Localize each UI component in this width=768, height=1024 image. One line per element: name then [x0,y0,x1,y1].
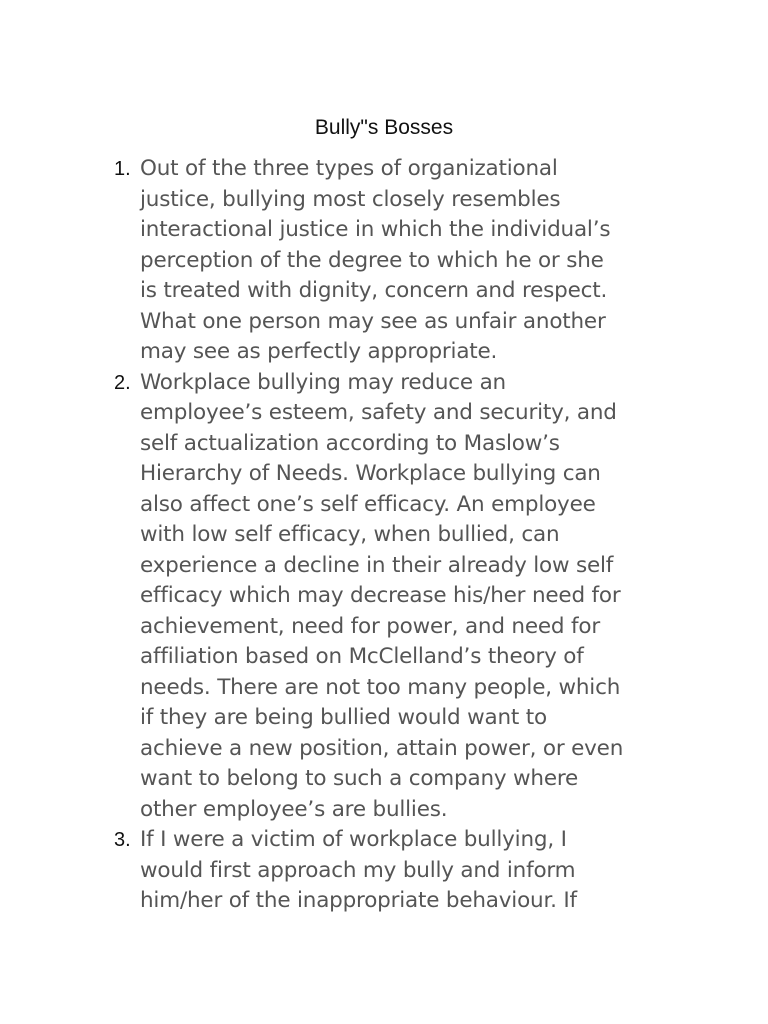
text-line: is treated with dignity, concern and respect. [140,278,608,303]
text-line: achieve a new position, attain power, or even [140,735,624,761]
text-line: may see as perfectly appropriate. [140,339,498,364]
text-line: employee’s esteem, safety and security, and [140,400,617,425]
list-item-number: 3. [114,829,131,851]
text-line: him/her of the inappropriate behaviour. If [140,888,577,913]
text-line: needs. There are not too many people, which [140,674,621,700]
text-line: If I were a victim of workplace bullying, I [140,827,567,852]
text-line: other employee’s are bullies. [140,796,448,822]
list-item-number: 2. [114,371,131,394]
numbered-list [114,154,674,917]
text-line: achievement, need for power, and need for [140,613,600,639]
text-line: affiliation based on McClelland’s theory of [140,644,584,669]
list-item [114,825,674,917]
text-line: Hierarchy of Needs. Workplace bullying can [140,461,601,486]
text-line: would first approach my bully and inform [140,857,576,883]
text-line: Workplace bullying may reduce an [140,369,506,395]
text-line: efficacy which may decrease his/her need for [140,583,621,608]
text-line: interactional justice in which the individual’s [140,217,611,242]
text-line: want to belong to such a company where [140,766,579,791]
text-line: What one person may see as unfair another [140,308,606,334]
list-item-text [140,154,674,368]
list-item-number: 1. [114,158,131,180]
list-item-text [140,825,674,917]
text-line: Out of the three types of organizational [140,156,558,181]
text-line: perception of the degree to which he or she [140,247,604,273]
text-line: also affect one’s self efficacy. An employee [140,491,596,517]
text-line: justice, bullying most closely resembles [140,186,561,212]
document-title: Bully"s Bosses [314,116,454,139]
text-line: experience a decline in their already low self [140,552,614,578]
text-line: if they are being bullied would want to [140,705,547,730]
text-line: self actualization according to Maslow’s [140,430,560,456]
list-item [114,368,674,826]
text-line: with low self efficacy, when bullied, can [140,522,560,547]
list-item [114,154,674,368]
list-item-text [140,368,674,826]
